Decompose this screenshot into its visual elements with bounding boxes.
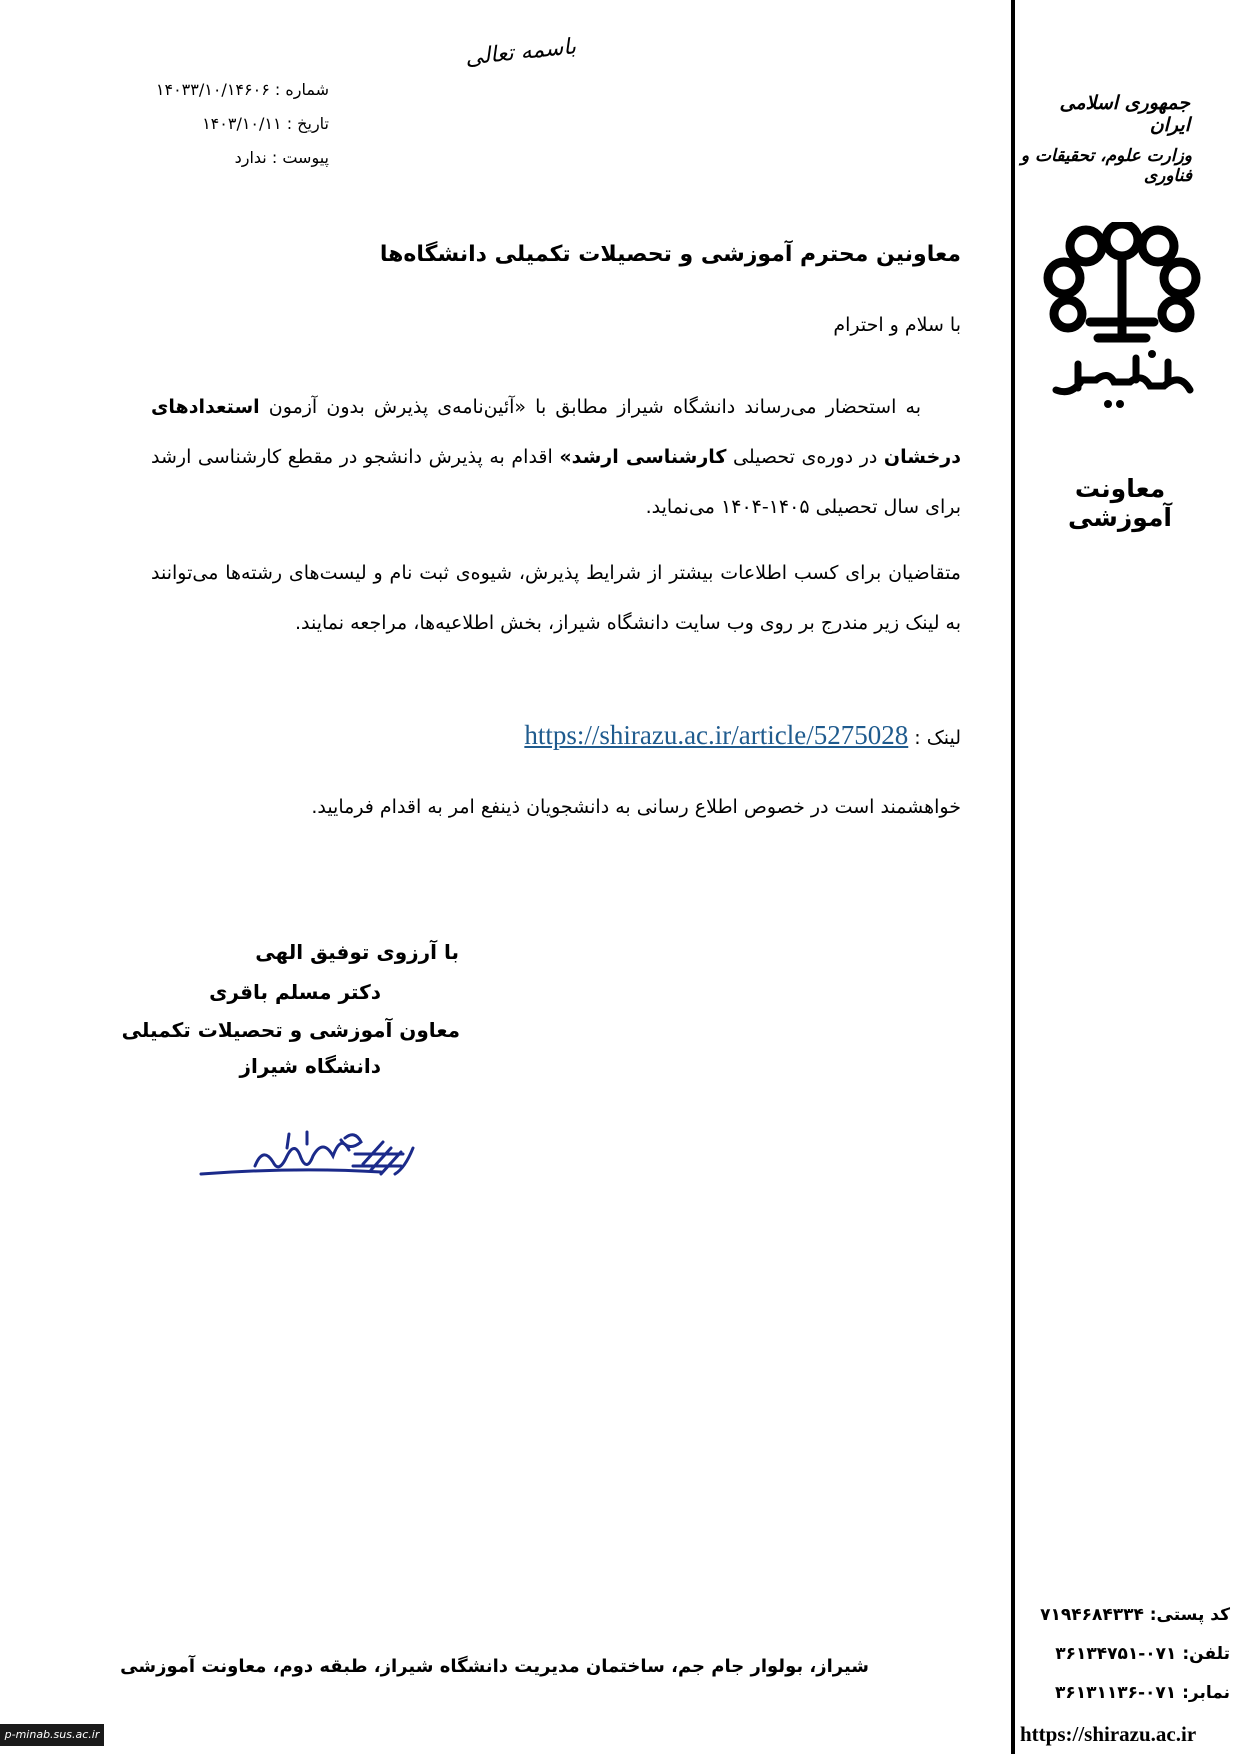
link-label: لینک : [914, 727, 961, 749]
letter-date-label: تاریخ : [286, 114, 329, 133]
handwritten-signature-icon [195, 1078, 425, 1208]
letter-attachment-label: پیوست : [271, 148, 329, 167]
p1-text-a: به استحضار می‌رساند دانشگاه شیراز مطابق با «آئین‌نامه‌ی پذیرش بدون آزمون [259, 396, 921, 418]
fax [1020, 1683, 1230, 1703]
postal-code-label: کد پستی: [1149, 1605, 1230, 1625]
article-link[interactable]: https://shirazu.ac.ir/article/5275028 [524, 720, 909, 750]
letter-date-value: ۱۴۰۳/۱۰/۱۱ [202, 114, 282, 133]
fax-value: ۰۷۱-۳۶۱۳۱۱۳۶ [1054, 1683, 1177, 1703]
letter-number-label: شماره : [274, 80, 329, 99]
letter-attachment-value: ندارد [234, 148, 267, 167]
letter-number-value: ۱۴۰۳۳/۱۰/۱۴۶۰۶ [155, 80, 270, 99]
watermark: p-minab.sus.ac.ir [0, 1724, 104, 1746]
signatory-name: دکتر مسلم باقری [209, 980, 381, 1004]
letter-date [202, 114, 329, 133]
signatory-org: دانشگاه شیراز [239, 1054, 381, 1078]
vertical-divider [1011, 0, 1015, 1754]
phone [1020, 1644, 1230, 1664]
greeting: با سلام و احترام [833, 314, 961, 336]
postal-code-value: ۷۱۹۴۶۸۴۳۳۴ [1040, 1605, 1144, 1625]
website-link[interactable]: https://shirazu.ac.ir [1020, 1722, 1197, 1746]
signature-wish: با آرزوی توفیق الهی [255, 940, 459, 964]
p1-bold-talents: استعدادهای درخشان [151, 396, 961, 468]
p1-text-c: در دوره‌ی تحصیلی [726, 446, 884, 468]
addressee: معاونین محترم آموزشی و تحصیلات تکمیلی دانشگاه‌ها [379, 242, 961, 267]
postal-code [1020, 1605, 1230, 1625]
letter-number [156, 80, 329, 99]
footer-address: شیراز، بولوار جام جم، ساختمان مدیریت دانشگاه شیراز، طبقه دوم، معاونت آموزشی [120, 1656, 869, 1677]
letter-attachment [235, 148, 329, 167]
paragraph-applicants: متقاضیان برای کسب اطلاعات بیشتر از شرایط پذیرش، شیوه‌ی ثبت نام و لیست‌های رشته‌ها می‌توانند به لینک زیر مندرج بر روی وب سایت دانشگاه شیراز، بخش اطلاعیه‌ها، مراجعه نمایند. [151, 562, 961, 634]
department-name: معاونت آموزشی [1068, 474, 1172, 532]
phone-value: ۰۷۱-۳۶۱۳۴۷۵۱ [1055, 1644, 1177, 1664]
fax-label: نمابر: [1182, 1683, 1230, 1703]
closing-request: خواهشمند است در خصوص اطلاع رسانی به دانشجویان ذینفع امر به اقدام فرمایید. [311, 796, 961, 818]
invocation: باسمه تعالی [463, 34, 578, 71]
p1-bold-masters: کارشناسی ارشد» [559, 446, 727, 468]
phone-label: تلفن: [1182, 1644, 1230, 1664]
university-logo-icon [1038, 222, 1206, 422]
p1-text-e: اقدام به پذیرش دانشجو در مقطع کارشناسی ارشد برای سال تحصیلی ۱۴۰۵-۱۴۰۴ می‌نماید. [151, 446, 961, 518]
paragraph-announcement [151, 382, 961, 532]
signatory-title: معاون آموزشی و تحصیلات تکمیلی [121, 1018, 460, 1042]
country-name: جمهوری اسلامی ایران [1059, 92, 1190, 136]
ministry-name: وزارت علوم، تحقیقات و فناوری [1020, 146, 1192, 186]
link-line [524, 720, 961, 751]
